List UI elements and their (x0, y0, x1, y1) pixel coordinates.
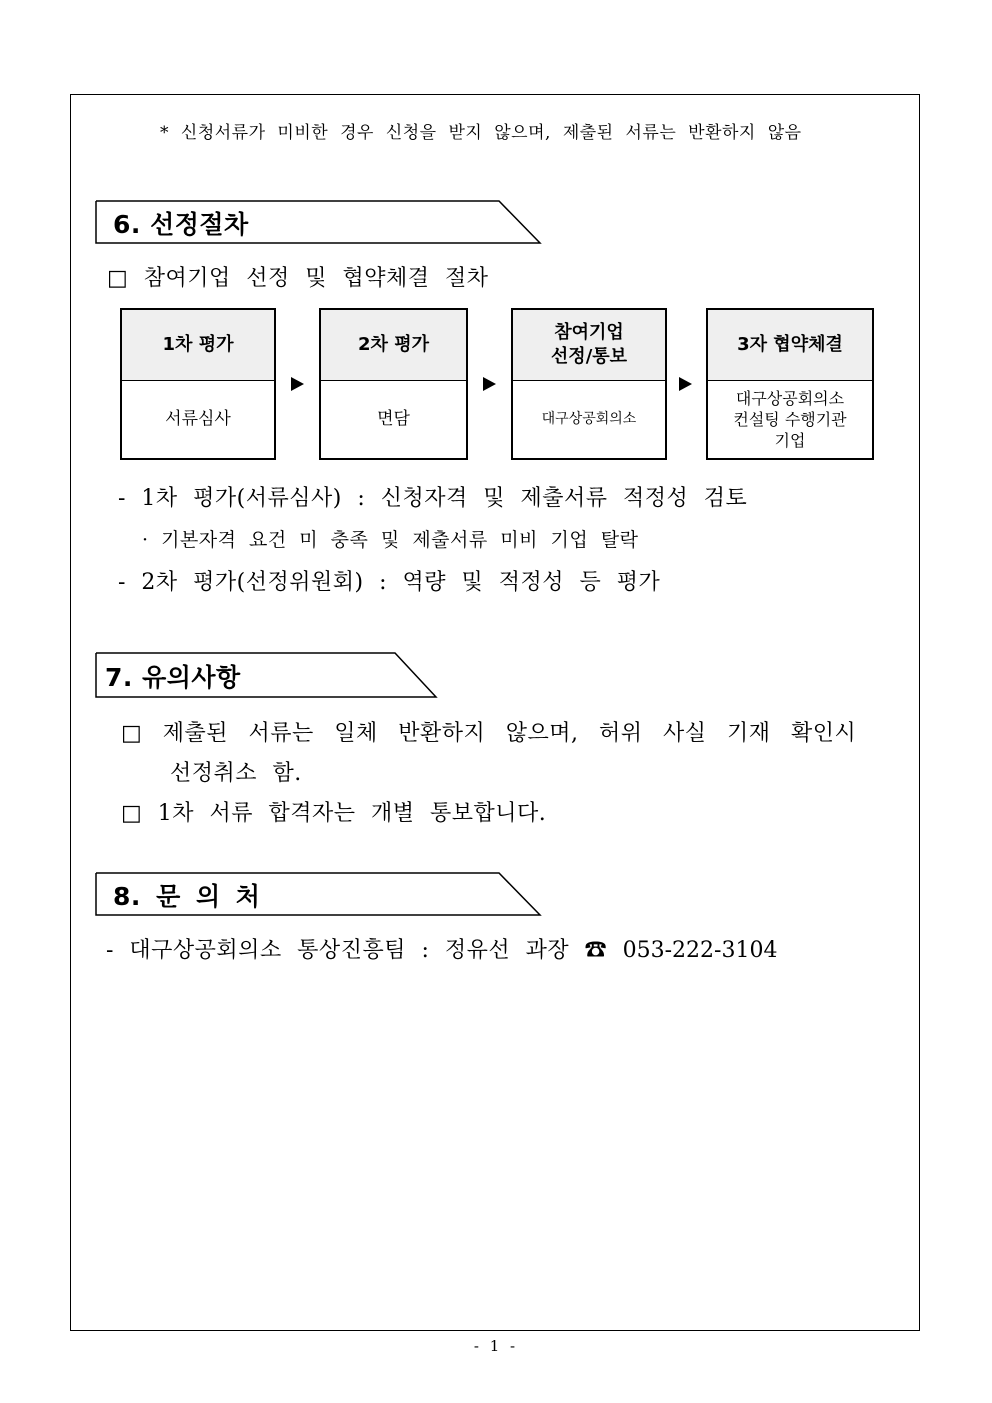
step-3-head: 참여기업 선정/통보 (513, 310, 665, 381)
contact-line (106, 933, 777, 964)
section-6-title: 6. 선정절차 (113, 210, 249, 239)
section-8-title: 8. 문 의 처 (113, 882, 261, 911)
arrow-right-icon (483, 377, 496, 391)
section-7-item-1-cont: 선정취소 함. (170, 761, 302, 786)
arrow-right-icon (291, 377, 304, 391)
section-7-item-1: □ 제출된 서류는 일체 반환하지 않으며, 허위 사실 기재 확인시 (121, 721, 857, 746)
arrow-right-icon (679, 377, 692, 391)
step-1-body: 서류심사 (165, 409, 231, 429)
section-7-item-2: □ 1차 서류 합격자는 개별 통보합니다. (121, 801, 547, 826)
section-6-header (95, 200, 542, 244)
step-1-head: 1차 평가 (122, 310, 274, 381)
section-6-line-2: · 기본자격 요건 미 충족 및 제출서류 미비 기업 탈락 (142, 529, 639, 551)
step-box-2 (319, 308, 468, 460)
section-7-title: 7. 유의사항 (105, 663, 241, 692)
section-6-subheading: □ 참여기업 선정 및 협약체결 절차 (107, 266, 489, 291)
section-7-header (95, 652, 438, 698)
phone-icon: ☎ (584, 938, 608, 963)
step-box-4 (706, 308, 874, 460)
top-note: * 신청서류가 미비한 경우 신청을 받지 않으며, 제출된 서류는 반환하지 않음 (160, 123, 802, 143)
step-2-body: 면담 (377, 409, 410, 429)
section-8-header (95, 872, 542, 916)
phone-number: 053-222-3104 (622, 938, 778, 963)
step-3-body: 대구상공회의소 (541, 411, 637, 427)
page-number: - 1 - (473, 1337, 519, 1355)
step-4-body: 대구상공회의소 컨설팅 수행기관 기업 (733, 389, 847, 450)
section-6-line-3: - 2차 평가(선정위원회) : 역량 및 적정성 등 평가 (118, 570, 661, 595)
contact-text: - 대구상공회의소 통상진흥팀 : 정유선 과장 (106, 938, 570, 963)
step-2-head: 2차 평가 (321, 310, 466, 381)
step-4-head: 3자 협약체결 (708, 310, 872, 381)
section-6-line-1: - 1차 평가(서류심사) : 신청자격 및 제출서류 적정성 검토 (118, 486, 748, 511)
step-box-1 (120, 308, 276, 460)
step-box-3 (511, 308, 667, 460)
